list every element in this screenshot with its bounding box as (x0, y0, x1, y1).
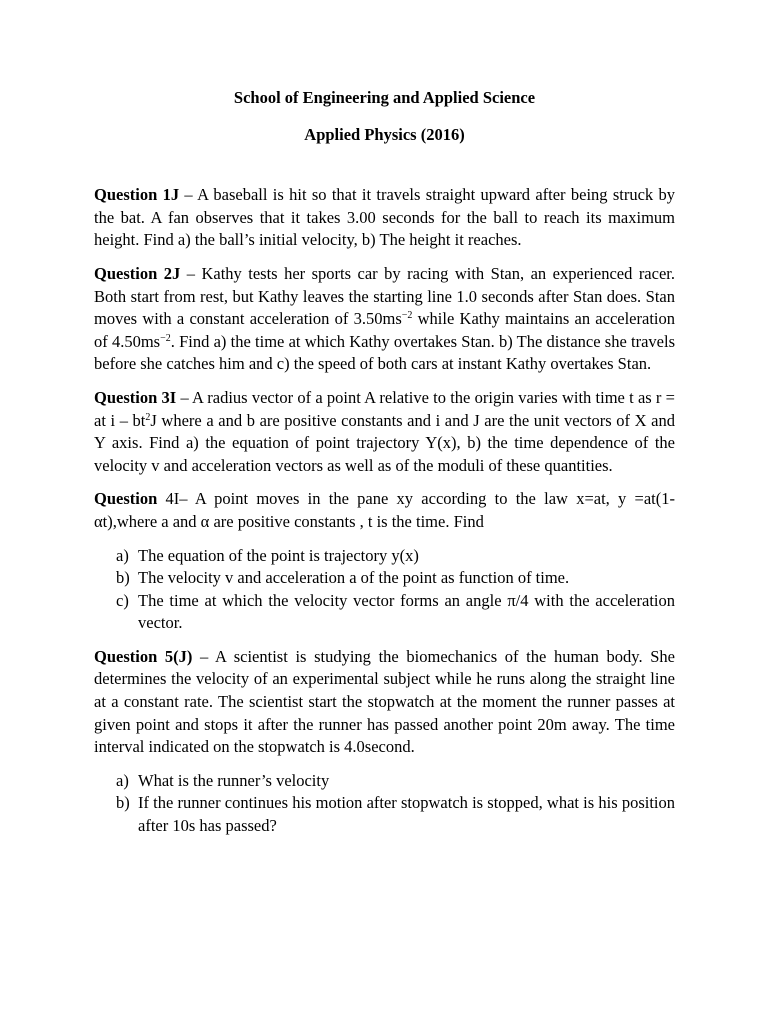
subpart-marker: b) (116, 793, 130, 813)
question-5-text: – A scientist is studying the biomechanics of the human body. She determines the velocity of an experimental subject while he runs along the straight line at a constant rate. The scientist start the stopwatch at the moment the runner passes at given point and stops it after the runner has passed another point 20m away. The time interval indicated on the stopwatch is 4.0second. (94, 646, 675, 757)
subpart-marker: a) (116, 545, 129, 565)
question-4-subpart-a (116, 545, 675, 568)
question-1-text: – A baseball is hit so that it travels straight upward after being struck by the bat. A fan observes that it takes 3.00 seconds for the ball to reach its maximum height. Find a) the ball’s initial velocity, b) The height it reaches. (94, 185, 675, 250)
question-1 (94, 184, 675, 252)
question-5-label: Question 5(J) (94, 646, 193, 666)
question-5-subparts (94, 770, 675, 838)
question-2-text-1: – Kathy tests her sports car by racing with Stan, an experienced racer. Both start from rest, but Kathy leaves the starting line 1.0 seconds after Stan does. Stan moves with a constant acceleration of 3.50ms (94, 263, 675, 329)
subpart-text: The time at which the velocity vector forms an angle π/4 with the acceleration vector. (138, 590, 675, 633)
subpart-marker: c) (116, 590, 129, 610)
question-3-text-1: – A radius vector of a point A relative to the origin varies with time t as r = at i – bt (94, 387, 675, 430)
question-2-text-2: while Kathy maintains an acceleration of 4.50ms (94, 309, 675, 351)
question-1-label: Question 1J (94, 185, 180, 205)
subpart-text: If the runner continues his motion after stopwatch is stopped, what is his position after 10s has passed? (138, 793, 675, 836)
question-4-text: – A point moves in the pane xy according to the law x=at, y =at(1-αt),where a and α are positive constants , t is the time. Find (94, 489, 676, 531)
question-5-subpart-b (116, 792, 675, 837)
school-title: School of Engineering and Applied Science (233, 88, 536, 107)
question-2 (94, 263, 675, 376)
course-title: Applied Physics (2016) (304, 124, 465, 144)
question-3-exponent: 2 (145, 411, 151, 423)
question-3 (94, 387, 675, 477)
question-4-subparts (94, 545, 675, 635)
question-4-subpart-b (116, 567, 675, 590)
question-2-text-3: . Find a) the time at which Kathy overtakes Stan. b) The distance she travels before she catches him and c) the speed of both cars at instant Kathy overtakes Stan. (94, 331, 676, 374)
question-4-label: Question (94, 489, 166, 509)
subpart-marker: b) (116, 568, 130, 588)
document-body (94, 87, 675, 849)
question-2-exponent-1: −2 (401, 310, 413, 322)
question-5-subpart-a (116, 770, 675, 793)
subpart-text: What is the runner’s velocity (138, 770, 330, 790)
question-2-exponent-2: −2 (160, 332, 171, 344)
question-4-label-number: 4I (165, 489, 180, 509)
subpart-marker: a) (116, 770, 129, 790)
question-2-label: Question 2J (94, 263, 181, 283)
question-5 (94, 646, 675, 759)
question-3-label: Question 3I (94, 387, 177, 407)
subpart-text: The equation of the point is trajectory y(x) (138, 545, 419, 565)
question-4 (94, 488, 675, 533)
question-4-subpart-c (116, 590, 675, 635)
question-3-text-2: J where a and b are positive constants and i and J are the unit vectors of X and Y axis. Find a) the equation of point trajectory Y(x), b) the time dependence of the velocity v and acceleration vectors as well as of the moduli of these quantities. (94, 410, 675, 475)
subpart-text: The velocity v and acceleration a of the point as function of time. (138, 568, 570, 588)
